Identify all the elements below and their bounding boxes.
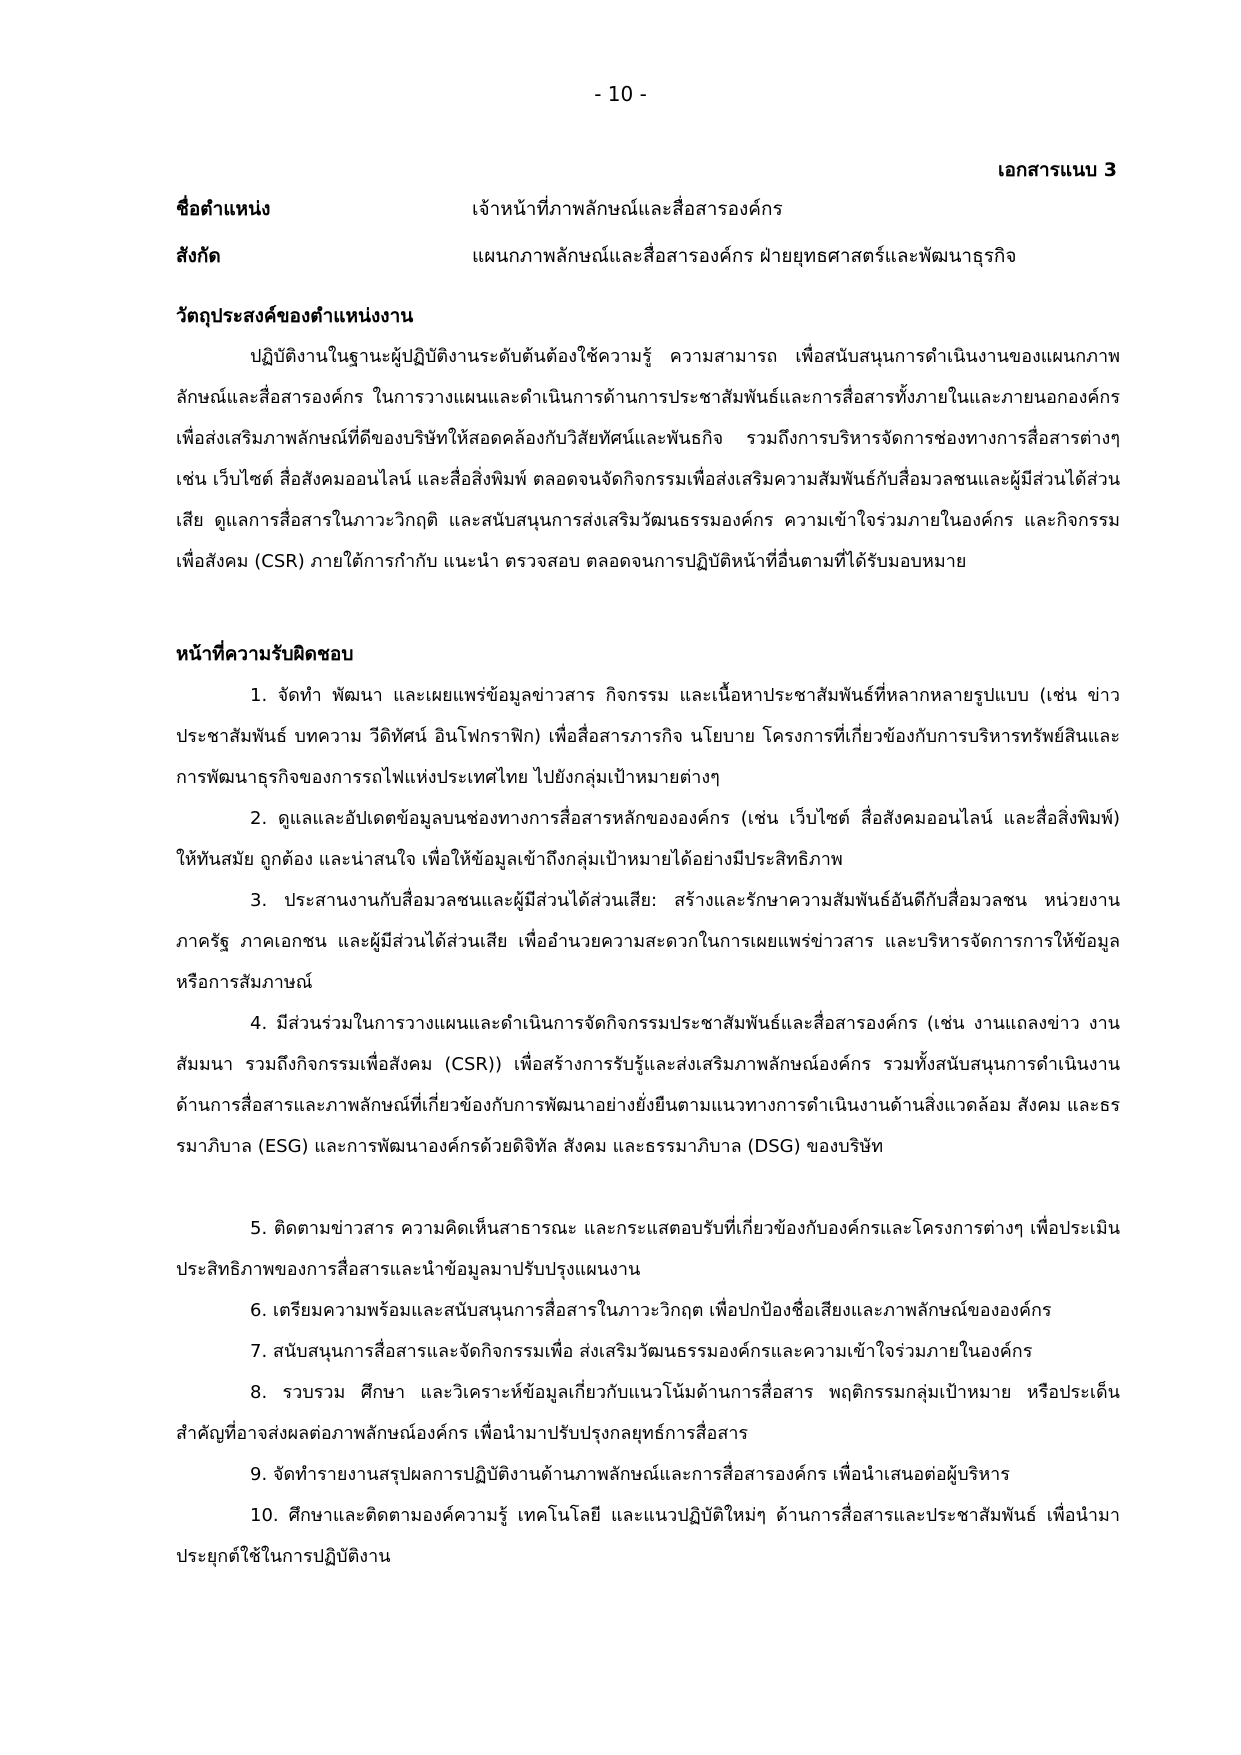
- position-value: เจ้าหน้าที่ภาพลักษณ์และสื่อสารองค์กร: [472, 198, 783, 220]
- department-label: สังกัด: [176, 245, 221, 267]
- duty-item: 4. มีส่วนร่วมในการวางแผนและดำเนินการจัดกิจกรรมประชาสัมพันธ์และสื่อสารองค์กร (เช่น งานแถลงข่าว งานสัมมนา รวมถึงกิจกรรมเพื่อสังคม (CSR)) เพื่อสร้างการรับรู้และส่งเสริมภาพลักษณ์องค์กร รวมทั้งสนับสนุนการดำเนินงานด้านการสื่อสารและภาพลักษณ์ที่เกี่ยวข้องกับการพัฒนาอย่างยั่งยืนตามแนวทางการดำเนินงานด้านสิ่งแวดล้อม สังคม และธรรมาภิบาล (ESG) และการพัฒนาองค์กรด้วยดิจิทัล สังคม และธรรมาภิบาล (DSG) ของบริษัท: [176, 1013, 1120, 1157]
- duty-item: 3. ประสานงานกับสื่อมวลชนและผู้มีส่วนได้ส่วนเสีย: สร้างและรักษาความสัมพันธ์อันดีกับสื่อมวลชน หน่วยงานภาครัฐ ภาคเอกชน และผู้มีส่วนได้ส่วนเสีย เพื่ออำนวยความสะดวกในการเผยแพร่ข่าวสาร และบริหารจัดการการให้ข้อมูลหรือการสัมภาษณ์: [176, 890, 1120, 993]
- attachment-label: เอกสารแนบ 3: [997, 159, 1117, 181]
- duty-item: 5. ติดตามข่าวสาร ความคิดเห็นสาธารณะ และกระแสตอบรับที่เกี่ยวข้องกับองค์กรและโครงการต่างๆ เพื่อประเมินประสิทธิภาพของการสื่อสารและนำข้อมูลมาปรับปรุงแผนงาน: [176, 1218, 1120, 1280]
- objective-heading: วัตถุประสงค์ของตำแหน่งงาน: [176, 305, 414, 327]
- objective-paragraph: ปฏิบัติงานในฐานะผู้ปฏิบัติงานระดับต้นต้องใช้ความรู้ ความสามารถ เพื่อสนับสนุนการดำเนินงานของแผนกภาพลักษณ์และสื่อสารองค์กร ในการวางแผนและดำเนินการด้านการประชาสัมพันธ์และการสื่อสารทั้งภายในและภายนอกองค์กร เพื่อส่งเสริมภาพลักษณ์ที่ดีของบริษัทให้สอดคล้องกับวิสัยทัศน์และพันธกิจ รวมถึงการบริหารจัดการช่องทางการสื่อสารต่างๆ เช่น เว็บไซต์ สื่อสังคมออนไลน์ และสื่อสิ่งพิมพ์ ตลอดจนจัดกิจกรรมเพื่อส่งเสริมความสัมพันธ์กับสื่อมวลชนและผู้มีส่วนได้ส่วนเสีย ดูแลการสื่อสารในภาวะวิกฤติ และสนับสนุนการส่งเสริมวัฒนธรรมองค์กร ความเข้าใจร่วมภายในองค์กร และกิจกรรมเพื่อสังคม (CSR) ภายใต้การกำกับ แนะนำ ตรวจสอบ ตลอดจนการปฏิบัติหน้าที่อื่นตามที่ได้รับมอบหมาย: [176, 346, 1120, 572]
- duty-item: 7. สนับสนุนการสื่อสารและจัดกิจกรรมเพื่อ ส่งเสริมวัฒนธรรมองค์กรและความเข้าใจร่วมภายในองค์กร: [250, 1341, 1033, 1362]
- duty-item: 2. ดูแลและอัปเดตข้อมูลบนช่องทางการสื่อสารหลักขององค์กร (เช่น เว็บไซต์ สื่อสังคมออนไลน์ และสื่อสิ่งพิมพ์) ให้ทันสมัย ถูกต้อง และน่าสนใจ เพื่อให้ข้อมูลเข้าถึงกลุ่มเป้าหมายได้อย่างมีประสิทธิภาพ: [176, 808, 1120, 870]
- position-label: ชื่อตำแหน่ง: [176, 198, 271, 220]
- duty-item: 6. เตรียมความพร้อมและสนับสนุนการสื่อสารในภาวะวิกฤต เพื่อปกป้องชื่อเสียงและภาพลักษณ์ขององค์กร: [250, 1300, 1052, 1321]
- duty-item: 8. รวบรวม ศึกษา และวิเคราะห์ข้อมูลเกี่ยวกับแนวโน้มด้านการสื่อสาร พฤติกรรมกลุ่มเป้าหมาย หรือประเด็นสำคัญที่อาจส่งผลต่อภาพลักษณ์องค์กร เพื่อนำมาปรับปรุงกลยุทธ์การสื่อสาร: [176, 1382, 1120, 1444]
- duty-item: 10. ศึกษาและติดตามองค์ความรู้ เทคโนโลยี และแนวปฏิบัติใหม่ๆ ด้านการสื่อสารและประชาสัมพันธ์ เพื่อนำมาประยุกต์ใช้ในการปฏิบัติงาน: [176, 1505, 1120, 1567]
- page-number: - 10 -: [594, 82, 647, 106]
- duty-item: 9. จัดทำรายงานสรุปผลการปฏิบัติงานด้านภาพลักษณ์และการสื่อสารองค์กร เพื่อนำเสนอต่อผู้บริหาร: [250, 1464, 1010, 1485]
- department-value: แผนกภาพลักษณ์และสื่อสารองค์กร ฝ่ายยุทธศาสตร์และพัฒนาธุรกิจ: [472, 245, 1017, 267]
- duties-heading: หน้าที่ความรับผิดชอบ: [176, 643, 354, 665]
- duty-item: 1. จัดทำ พัฒนา และเผยแพร่ข้อมูลข่าวสาร กิจกรรม และเนื้อหาประชาสัมพันธ์ที่หลากหลายรูปแบบ (เช่น ข่าวประชาสัมพันธ์ บทความ วีดิทัศน์ อินโฟกราฟิก) เพื่อสื่อสารภารกิจ นโยบาย โครงการที่เกี่ยวข้องกับการบริหารทรัพย์สินและการพัฒนาธุรกิจของการรถไฟแห่งประเทศไทย ไปยังกลุ่มเป้าหมายต่างๆ: [176, 685, 1120, 788]
